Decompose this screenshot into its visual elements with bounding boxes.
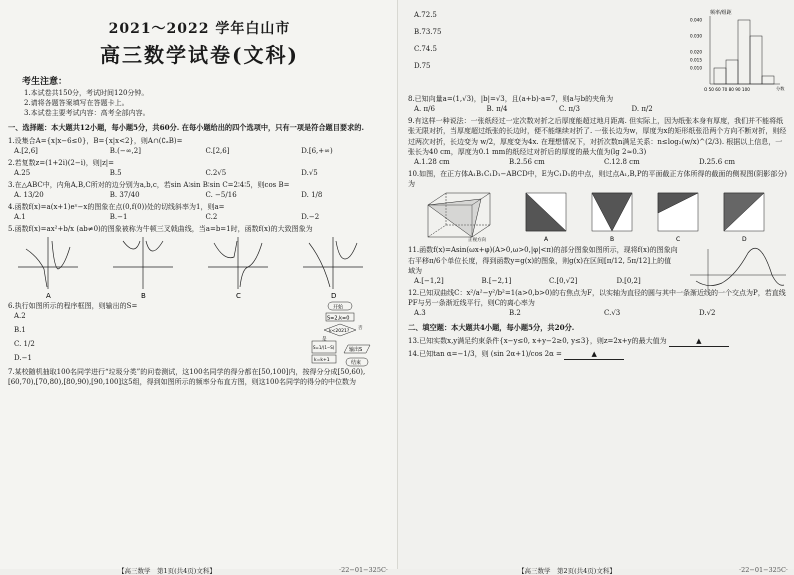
option: C.12.8 cm — [604, 158, 640, 167]
question-9: 9.有这样一种说法：一张纸经过一定次数对折之后厚度能超过地月距离. 但实际上，因为纸张本身有厚度，我们并不能将纸张无限对折，当厚度超过纸张的长边时，便不能继续对折了. 一张长边为w，厚度为x的矩形纸张沿两个方向不断对折，则经过两次对折，长边变为 w/2，厚度变为4x. 在理想情况下，对折次数n满足关系：n≤log₂(w/x)^(2/3). 根据以上信息，一张长为40 cm，厚度为0.1 mm的纸经过对折后的厚度的最大值为(lg 2≈0.3) — [408, 117, 787, 156]
option: D.−2 — [301, 213, 320, 222]
question-14-text: 14.已知tan α=−1/3，则 (sin 2α+1)/cos 2α = — [408, 350, 562, 359]
flow-start: 开始 — [333, 304, 344, 311]
option-a-figure — [526, 193, 566, 231]
option: A.[2,6] — [14, 146, 38, 155]
option: B. 37/40 — [109, 191, 140, 200]
question-6: 6.执行如图所示的程序框图，则输出的S= — [8, 301, 138, 310]
histogram-ytick: 0.030 — [690, 33, 702, 39]
figure-label: C — [676, 236, 681, 244]
option-b-figure — [592, 193, 632, 231]
option: C.2√5 — [205, 168, 227, 177]
question-3: 3.在△ABC中，内角A,B,C所对的边分别为a,b,c，若sin A∶sin B∶sin C=2∶4∶5，则cos B= — [8, 180, 290, 189]
flow-yes: 是 — [322, 336, 327, 342]
paper-code: ·22−01−325C· — [739, 566, 788, 574]
flow-no: 否 — [358, 325, 363, 331]
question-8-options — [408, 104, 698, 114]
option: C.[2,6] — [205, 146, 230, 155]
answer-blank[interactable]: ▲ — [564, 349, 624, 360]
graph-label: D — [331, 291, 337, 300]
question-3-options — [8, 190, 391, 200]
option: B.(−∞,2] — [109, 146, 141, 155]
histogram-bar — [750, 36, 762, 84]
option: A.1.28 cm — [414, 158, 450, 167]
flow-cond: k<2021? — [329, 328, 350, 334]
question-10: 10.如图，在正方体A₁B₁C₁D₁−ABCD中，E为C₁D₁的中点，则过点A₁,B,P的平面截正方体所得的截面的侧视图(阴影部分)为 — [408, 170, 788, 189]
flow-end: 结束 — [351, 359, 362, 366]
option-c-figure — [658, 193, 698, 231]
option: D.25.6 cm — [699, 158, 735, 167]
option: C.[0,√2] — [549, 277, 578, 286]
question-4-options — [8, 212, 391, 222]
graph-a — [18, 237, 78, 289]
notice-line: 2.请将各题答案填写在答题卡上。 — [24, 99, 129, 107]
option: B. π/4 — [486, 105, 508, 114]
q5-graph-options — [8, 237, 391, 299]
option: B.5 — [109, 168, 122, 177]
histogram-bar — [762, 76, 774, 84]
question-2: 2.若复数z=(1+2i)(2−i)，则|z|= — [8, 158, 114, 167]
question-1: 1.设集合A={x|x−6≤0}，B={x|x<2}，则A∩(∁ₐB)= — [8, 136, 183, 145]
option: B.−1 — [109, 213, 128, 222]
notice-line: 1.本试卷共150分，考试时间120分钟。 — [24, 89, 149, 97]
option: C. 1/2 — [14, 339, 35, 348]
option: B.2.56 cm — [509, 158, 545, 167]
question-5: 5.函数f(x)=ax²+b/x (ab≠0)的图象被称为牛顿三叉戟曲线，当a=b=1时，函数f(x)的大致图象为 — [8, 225, 313, 234]
histogram-xticks: O 50 60 70 80 90 100 — [704, 87, 750, 92]
flow-init: S=2,k=0 — [327, 315, 350, 322]
option: A.1 — [14, 213, 26, 222]
question-4: 4.函数f(x)=a(x+1)eˣ−x的图象在点(0,f(0))处的切线斜率为1，则a= — [8, 203, 225, 212]
figure-label: D — [742, 236, 747, 244]
cube — [428, 193, 490, 237]
notice-line: 3.本试卷主要考试内容：高考全部内容。 — [24, 109, 150, 117]
q10-figures — [408, 189, 789, 243]
option: D.−1 — [14, 353, 32, 362]
exam-title: 高三数学试卷(文科) — [100, 43, 299, 67]
flow-output: 输出S — [349, 346, 363, 353]
question-12-options — [408, 308, 788, 318]
option: D. 1/8 — [301, 191, 323, 200]
histogram-ytick: 0.010 — [690, 65, 702, 71]
flow-inc: k=k+1 — [314, 357, 330, 363]
question-6-options — [8, 311, 208, 363]
question-1-options — [8, 146, 391, 156]
question-7: 7.某校随机抽取100名同学进行“垃圾分类”的问卷测试，这100名同学的得分都在[50,100]内，按得分分成[50,60),[60,70),[70,80),[80,90),[90,100]这5组，得到如图所示的频率分布直方图，则这100名同学的得分的中位数为 — [8, 367, 366, 386]
option-d-figure — [724, 193, 764, 231]
option: B.1 — [14, 325, 26, 334]
histogram — [688, 6, 788, 92]
histogram-ylabel: 频率/组距 — [710, 10, 732, 16]
option: C.√3 — [604, 309, 621, 318]
histogram-ytick: 0.020 — [690, 49, 702, 55]
histogram-bar — [738, 20, 750, 84]
histogram-bar — [714, 68, 726, 84]
option: B.[−2,1] — [481, 277, 512, 286]
question-12: 12.已知双曲线C：x²/a²−y²/b²=1(a>0,b>0)的右焦点为F，以实轴为直径的圆与其中一条渐近线的一个交点为P，若直线PF与另一条渐近线平行，则C的离心率为 — [408, 289, 786, 308]
graph-label: A — [46, 291, 51, 300]
view-direction-label: 正视方向 — [468, 238, 486, 244]
question-14 — [408, 349, 788, 360]
graph-d — [303, 237, 363, 289]
option: D.√5 — [301, 168, 318, 177]
option: D.√2 — [699, 309, 716, 318]
question-13-text: 13.已知实数x,y满足约束条件{x−y≤0, x+y−2≥0, y≤3}，则z=2x+y的最大值为 — [408, 336, 667, 345]
page-footer: 【高三数学 第2页(共4页)文科】 — [518, 567, 616, 575]
option: B.73.75 — [414, 28, 442, 36]
option: A. π/6 — [414, 105, 435, 114]
option: D.[0,2] — [616, 277, 641, 286]
question-11-options — [408, 276, 678, 286]
graph-c — [208, 237, 268, 289]
answer-blank[interactable]: ▲ — [669, 336, 729, 347]
notice-heading: 考生注意： — [22, 77, 68, 87]
option: A.25 — [14, 168, 31, 177]
graph-label: C — [236, 291, 241, 300]
page-footer: 【高三数学 第1页(共4页)文科】 — [118, 567, 216, 575]
paper-code: ·22−01−325C· — [339, 566, 388, 574]
question-13 — [408, 336, 788, 347]
graph-label: B — [141, 291, 146, 300]
section-fill-heading: 二、填空题：本大题共4小题，每小题5分，共20分. — [408, 323, 575, 333]
option: A.3 — [414, 309, 426, 318]
option: C. −5/16 — [205, 191, 237, 200]
option: C.2 — [205, 213, 218, 222]
option: A. 13/20 — [14, 191, 44, 200]
page-right — [397, 0, 794, 575]
sine-graph — [688, 247, 788, 291]
flow-assign: S=1/(1−S) — [313, 344, 335, 350]
section-choice-heading: 一、选择题：本大题共12小题，每小题5分，共60分. 在每小题给出的四个选项中，只有一项是符合题目要求的. — [8, 123, 364, 132]
question-2-options — [8, 168, 391, 178]
question-8: 8.已知向量a=(1,√3)，|b|=√3，且(a+b)·a=7，则a与b的夹角为 — [408, 95, 614, 103]
option: C. π/3 — [559, 105, 580, 114]
option: D.[6,+∞) — [301, 146, 333, 155]
option: A.2 — [14, 311, 26, 320]
graph-b — [113, 237, 173, 289]
option: A.72.5 — [414, 11, 437, 19]
question-9-options — [408, 157, 788, 167]
figure-label: A — [544, 236, 549, 244]
option: A.[−1,2] — [414, 277, 444, 286]
option: B.2 — [509, 309, 521, 318]
histogram-xlabel: 分数 — [776, 86, 785, 91]
question-11: 11.函数f(x)=Asin(ωx+φ)(A>0,ω>0,|φ|<π)的部分图象如图所示，现将f(x)的图象向右平移π/6个单位长度，得到函数y=g(x)的图象，则g(x)在区间[π/12, 5π/12]上的值域为 — [408, 246, 678, 275]
option: C.74.5 — [414, 45, 437, 53]
exam-year-title: 2021～2022 学年白山市 — [108, 21, 291, 37]
histogram-ytick: 0.040 — [690, 17, 702, 23]
figure-label: B — [610, 236, 615, 244]
option: D.75 — [414, 62, 431, 70]
histogram-ytick: 0.015 — [690, 57, 702, 63]
option: D. π/2 — [631, 105, 653, 114]
histogram-bar — [726, 60, 738, 84]
flowchart — [308, 301, 378, 377]
